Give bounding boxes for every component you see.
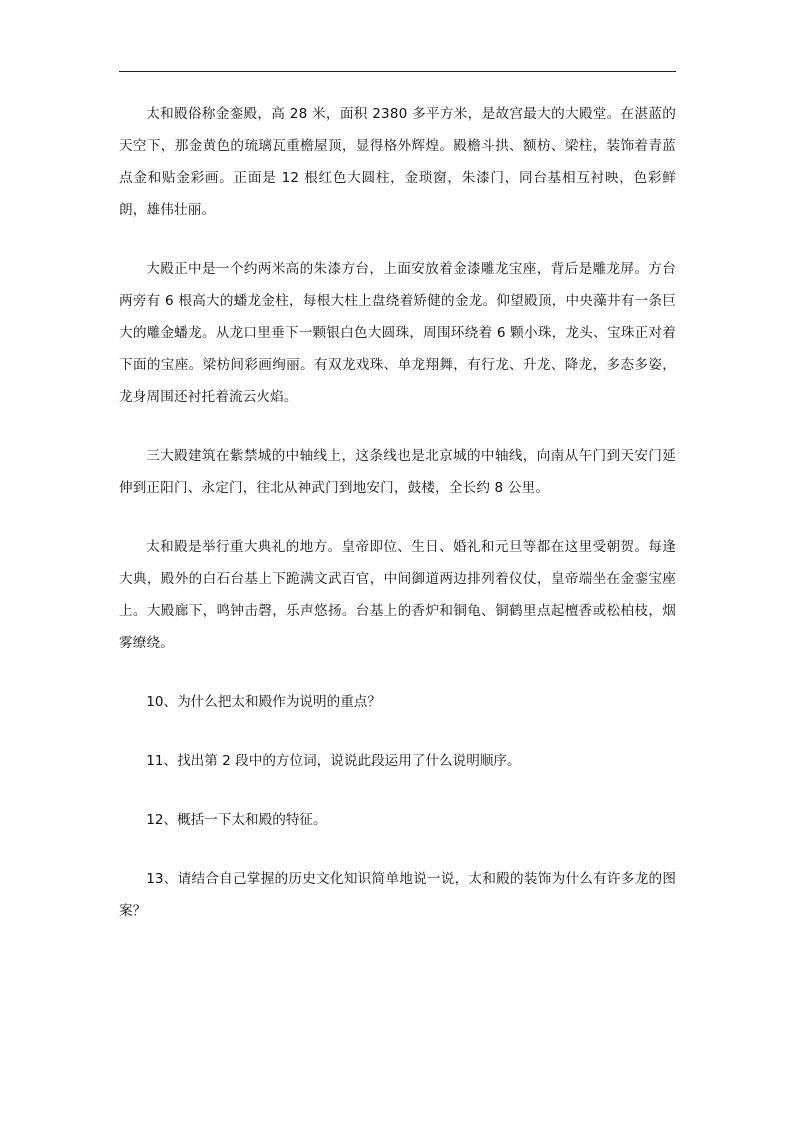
question-12: 12、概括一下太和殿的特征。 xyxy=(146,812,327,828)
question-11: 11、找出第 2 段中的方位词，说说此段运用了什么说明顺序。 xyxy=(146,753,521,769)
document-body xyxy=(119,98,676,954)
question-13: 13、请结合自己掌握的历史文化知识简单地说一说，太和殿的装饰为什么有许多龙的图案？ xyxy=(119,871,676,919)
question-10: 10、为什么把太和殿作为说明的重点？ xyxy=(146,694,381,710)
paragraph-4: 太和殿是举行重大典礼的地方。皇帝即位、生日、婚礼和元旦等都在这里受朝贺。每逢大典，殿外的白石台基上下跪满文武百官，中间御道两边排列着仪仗，皇帝端坐在金銮宝座上。大殿廊下，鸣钟击磬，乐声悠扬。台基上的香炉和铜龟、铜鹤里点起檀香或松柏枝，烟雾缭绕。 xyxy=(119,539,676,651)
paragraph-1: 太和殿俗称金銮殿，高 28 米，面积 2380 多平方米，是故宫最大的大殿堂。在湛蓝的天空下，那金黄色的琉璃瓦重檐屋顶，显得格外辉煌。殿檐斗拱、额枋、梁柱，装饰着青蓝点金和贴金彩画。正面是 12 根红色大圆柱，金琐窗，朱漆门，同台基相互衬映，色彩鲜朗，雄伟壮丽。 xyxy=(119,106,676,218)
header-rule xyxy=(119,71,676,72)
paragraph-3: 三大殿建筑在紫禁城的中轴线上，这条线也是北京城的中轴线，向南从午门到天安门延伸到正阳门、永定门，往北从神武门到地安门，鼓楼，全长约 8 公里。 xyxy=(119,448,676,496)
paragraph-2: 大殿正中是一个约两米高的朱漆方台，上面安放着金漆雕龙宝座，背后是雕龙屏。方台两旁有 6 根高大的蟠龙金柱，每根大柱上盘绕着矫健的金龙。仰望殿顶，中央藻井有一条巨大的雕金蟠龙。从龙口里垂下一颗银白色大圆珠，周围环绕着 6 颗小珠，龙头、宝珠正对着下面的宝座。梁枋间彩画绚丽。有双龙戏珠、单龙翔舞，有行龙、升龙、降龙，多态多姿，龙身周围还衬托着流云火焰。 xyxy=(119,261,676,405)
